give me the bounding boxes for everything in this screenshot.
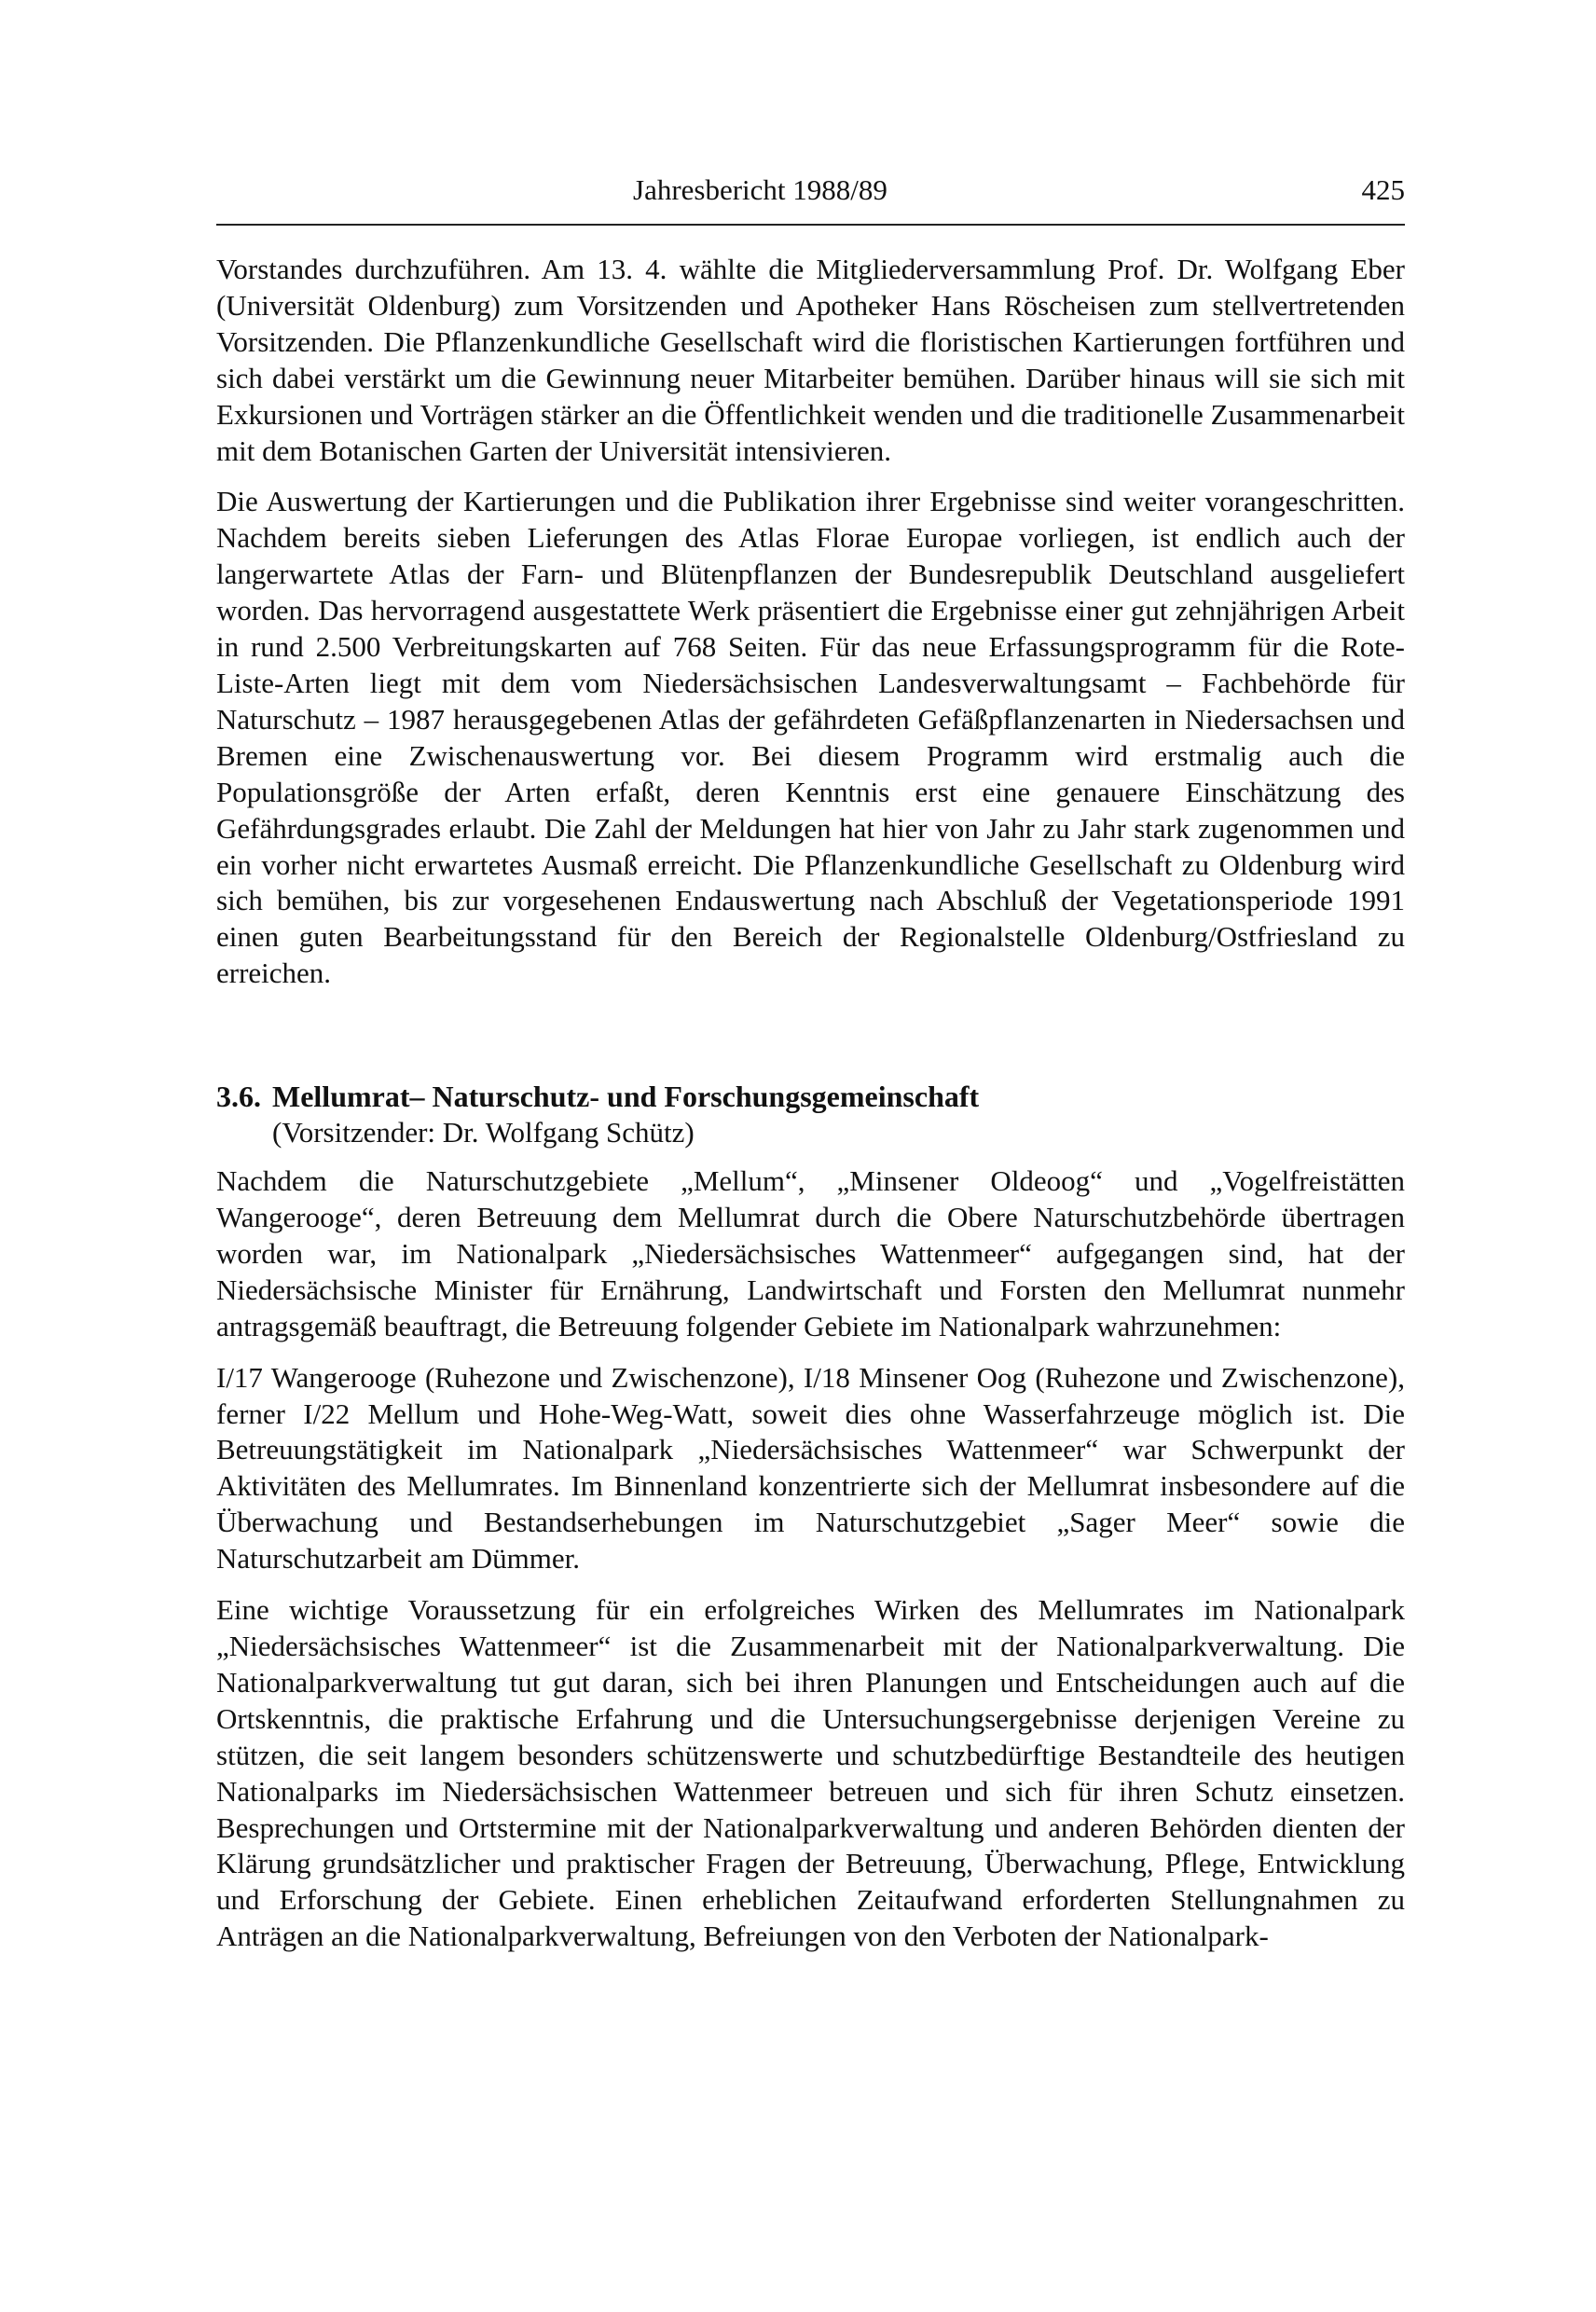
page-number: 425: [1361, 173, 1405, 206]
section-number: 3.6.: [216, 1080, 261, 1114]
paragraph-4: I/17 Wangerooge (Ruhezone und Zwischenzone), I/18 Minsener Oog (Ruhezone und Zwischenzone), ferner I/22 Mellum und Hohe-Weg-Watt, soweit dies ohne Wasserfahrzeuge möglich ist. Die Betreuungstätigkeit im Nationalpark „Niedersächsisches Wattenmeer“ war Schwerpunkt der Aktivitäten des Mellumrates. Im Binnenland konzentrierte sich der Mellumrat insbesondere auf die Überwachung und Bestandserhebungen im Naturschutzgebiet „Sager Meer“ sowie die Naturschutzarbeit am Dümmer.: [216, 1360, 1405, 1576]
running-header-title: Jahresbericht 1988/89: [633, 173, 887, 206]
running-header: [216, 173, 1405, 226]
paragraph-5: Eine wichtige Voraussetzung für ein erfolgreiches Wirken des Mellumrates im Nationalpark „Niedersächsisches Wattenmeer“ ist die Zusammenarbeit mit der Nationalparkverwaltung. Die Nationalparkverwaltung tut gut daran, sich bei ihren Planungen und Entscheidungen auch auf die Ortskenntnis, die praktische Erfahrung und die Untersuchungsergebnisse derjenigen Vereine zu stützen, die seit langem besonders schützenswerte und schutzbedürftige Bestandteile des heutigen Nationalparks im Niedersächsischen Wattenmeer betreuen und sich für ihren Schutz einsetzen. Besprechungen und Ortstermine mit der Nationalparkverwaltung und anderen Behörden dienten der Klärung grundsätzlicher und praktischer Fragen der Betreuung, Überwachung, Pflege, Entwicklung und Erforschung der Gebiete. Einen erheblichen Zeitaufwand erforderten Stellungnahmen zu Anträgen an die Nationalparkverwaltung, Befreiungen von den Verboten der Nationalpark-: [216, 1593, 1405, 1953]
section-title: Mellumrat– Naturschutz- und Forschungsgemeinschaft: [272, 1080, 980, 1114]
paragraph-2: Die Auswertung der Kartierungen und die Publikation ihrer Ergebnisse sind weiter vorangeschritten. Nachdem bereits sieben Lieferungen des Atlas Florae Europae vorliegen, ist endlich auch der langerwartete Atlas der Farn- und Blütenpflanzen der Bundesrepublik Deutschland ausgeliefert worden. Das hervorragend ausgestattete Werk präsentiert die Ergebnisse einer gut zehnjährigen Arbeit in rund 2.500 Verbreitungskarten auf 768 Seiten. Für das neue Erfassungsprogramm für die Rote-Liste-Arten liegt mit dem vom Niedersächsischen Landesverwaltungsamt – Fachbehörde für Naturschutz – 1987 herausgegebenen Atlas der gefährdeten Gefäßpflanzenarten in Niedersachsen und Bremen eine Zwischenauswertung vor. Bei diesem Programm wird erstmalig auch die Populationsgröße der Arten erfaßt, deren Kenntnis erst eine genauere Einschätzung des Gefährdungsgrades erlaubt. Die Zahl der Meldungen hat hier von Jahr zu Jahr stark zugenommen und ein vorher nicht erwartetes Ausmaß erreicht. Die Pflanzenkundliche Gesellschaft zu Oldenburg wird sich bemühen, bis zur vorgesehenen Endauswertung nach Abschluß der Vegetationsperiode 1991 einen guten Bearbeitungsstand für den Bereich der Regionalstelle Oldenburg/Ostfriesland zu erreichen.: [216, 485, 1405, 990]
section-heading: [216, 1078, 1405, 1115]
section-heading-block: [216, 1078, 1405, 1150]
section-subtitle: (Vorsitzender: Dr. Wolfgang Schütz): [272, 1116, 695, 1149]
paragraph-3: Nachdem die Naturschutzgebiete „Mellum“, „Minsener Oldeoog“ und „Vogelfreistätten Wangerooge“, deren Betreuung dem Mellumrat durch die Obere Naturschutzbehörde übertragen worden war, im Nationalpark „Niedersächsisches Wattenmeer“ aufgegangen sind, hat der Niedersächsische Minister für Ernährung, Landwirtschaft und Forsten den Mellumrat nunmehr antragsgemäß beauftragt, die Betreuung folgender Gebiete im Nationalpark wahrzunehmen:: [216, 1164, 1405, 1342]
paragraph-1: Vorstandes durchzuführen. Am 13. 4. wählte die Mitgliederversammlung Prof. Dr. Wolfgang Eber (Universität Oldenburg) zum Vorsitzenden und Apotheker Hans Röscheisen zum stellvertretenden Vorsitzenden. Die Pflanzenkundliche Gesellschaft wird die floristischen Kartierungen fortführen und sich dabei verstärkt um die Gewinnung neuer Mitarbeiter bemühen. Darüber hinaus will sie sich mit Exkursionen und Vorträgen stärker an die Öffentlichkeit wenden und die traditionelle Zusammenarbeit mit dem Botanischen Garten der Universität intensivieren.: [216, 253, 1405, 467]
body-text: [216, 252, 1405, 1955]
